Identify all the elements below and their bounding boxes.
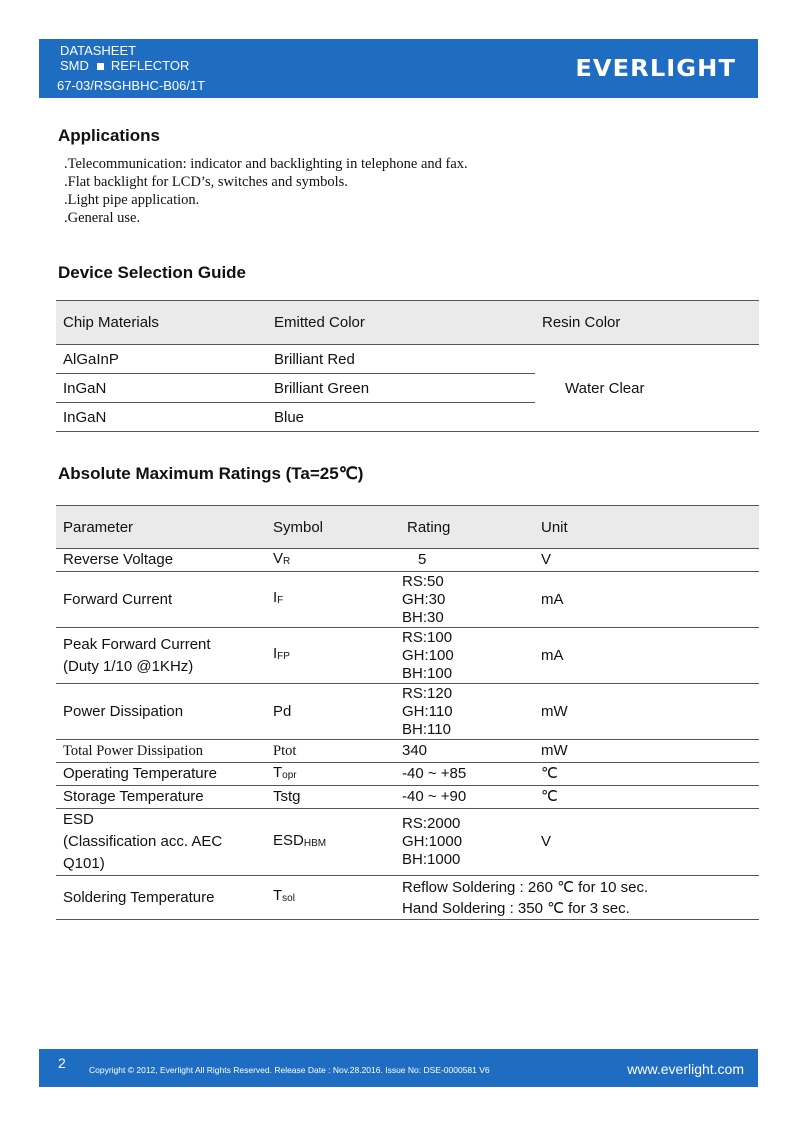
rating-cell <box>400 876 759 920</box>
parameter-line: ESD <box>63 811 94 828</box>
website-link[interactable]: www.everlight.com <box>627 1061 744 1077</box>
rating-cell <box>400 786 534 809</box>
chip-material: InGaN <box>56 403 267 432</box>
emitted-color: Blue <box>267 403 535 432</box>
parameter-cell <box>56 763 266 786</box>
rating-cell <box>400 628 534 684</box>
symbol-cell <box>266 684 400 740</box>
parameter-line: Storage Temperature <box>63 788 204 805</box>
symbol-main: Ptot <box>273 743 297 759</box>
square-bullet-icon <box>97 63 104 70</box>
rating-value: -40 ~ +90 <box>402 788 467 805</box>
ratings-title: Absolute Maximum Ratings (Ta=25℃) <box>58 464 364 483</box>
symbol-cell <box>266 763 400 786</box>
table-row <box>56 572 759 628</box>
parameter-cell <box>56 786 266 809</box>
symbol-cell <box>266 549 400 572</box>
parameter-cell <box>56 628 266 684</box>
symbol-cell <box>266 628 400 684</box>
table-header-row <box>56 506 759 549</box>
application-item: .Telecommunication: indicator and backlighting in telephone and fax. <box>64 156 468 172</box>
parameter-cell <box>56 549 266 572</box>
symbol-main: I <box>273 589 278 606</box>
category-smd: SMD <box>60 58 89 73</box>
symbol-main: T <box>273 887 283 904</box>
rating-value: RS:120 <box>402 684 453 702</box>
symbol-cell <box>266 572 400 628</box>
rating-value: GH:1000 <box>402 833 463 850</box>
unit-cell: mA <box>534 572 759 628</box>
symbol-cell <box>266 809 400 876</box>
header-symbol: Symbol <box>266 506 400 549</box>
symbol-main: Pd <box>273 702 292 720</box>
table-header-row <box>56 301 759 345</box>
header-chip-materials: Chip Materials <box>56 301 267 345</box>
header-rating: Rating <box>400 506 534 549</box>
selection-title: Device Selection Guide <box>58 263 247 282</box>
parameter-line: Operating Temperature <box>63 765 217 782</box>
rating-value: BH:100 <box>402 664 453 682</box>
symbol-cell <box>266 740 400 763</box>
parameter-line: Peak Forward Current <box>63 635 211 653</box>
symbol-subscript: F <box>277 595 284 606</box>
parameter-line: Reverse Voltage <box>63 551 174 568</box>
unit-cell: mA <box>534 628 759 684</box>
rating-value: Hand Soldering : 350 ℃ for 3 sec. <box>402 899 630 917</box>
doc-type: DATASHEET <box>60 43 137 58</box>
applications-title: Applications <box>58 126 161 145</box>
rating-value: BH:1000 <box>402 851 461 868</box>
rating-value: 5 <box>418 551 427 568</box>
rating-cell <box>400 763 534 786</box>
rating-value: BH:110 <box>402 720 451 738</box>
emitted-color: Brilliant Green <box>267 374 535 403</box>
parameter-line: Forward Current <box>63 590 173 608</box>
table-row <box>56 786 759 809</box>
parameter-line: Total Power Dissipation <box>63 743 203 759</box>
symbol-main: Tstg <box>273 788 301 805</box>
everlight-logo: EVERLIGHT <box>575 56 736 82</box>
absolute-max-ratings-table <box>56 505 759 920</box>
parameter-cell <box>56 876 266 920</box>
rating-value: GH:110 <box>402 702 453 720</box>
table-row <box>56 763 759 786</box>
rating-cell <box>400 572 534 628</box>
rating-cell <box>400 809 534 876</box>
part-number: 67-03/RSGHBHC-B06/1T <box>57 78 206 93</box>
symbol-main: ESD <box>273 831 304 849</box>
table-row <box>56 628 759 684</box>
rating-value: GH:100 <box>402 646 454 664</box>
parameter-line: (Duty 1/10 @1KHz) <box>63 657 194 675</box>
parameter-cell <box>56 572 266 628</box>
table-row <box>56 876 759 920</box>
rating-value: RS:100 <box>402 628 453 646</box>
parameter-line: Q101) <box>63 855 105 872</box>
rating-value: BH:30 <box>402 608 444 626</box>
chip-material: InGaN <box>56 374 267 403</box>
header-emitted-color: Emitted Color <box>267 301 535 345</box>
header-unit: Unit <box>534 506 759 549</box>
application-item: .Flat backlight for LCD’s, switches and symbols. <box>64 174 348 190</box>
symbol-main: I <box>273 645 278 662</box>
unit-cell: mW <box>534 740 759 763</box>
symbol-subscript: sol <box>282 893 295 904</box>
unit-cell: mW <box>534 684 759 740</box>
application-item: .General use. <box>64 210 141 226</box>
symbol-main: T <box>273 763 283 781</box>
rating-value: GH:30 <box>402 590 446 608</box>
parameter-line: Power Dissipation <box>63 702 184 720</box>
table-row <box>56 684 759 740</box>
emitted-color: Brilliant Red <box>267 345 535 374</box>
header-resin-color: Resin Color <box>535 301 759 345</box>
page-footer <box>39 1049 758 1087</box>
symbol-main: V <box>273 549 284 567</box>
rating-cell <box>400 684 534 740</box>
symbol-cell <box>266 786 400 809</box>
rating-cell <box>400 549 534 572</box>
symbol-subscript: HBM <box>303 837 327 849</box>
symbol-subscript: opr <box>282 769 297 781</box>
copyright-notice: Copyright © 2012, Everlight All Rights Reserved. Release Date : Nov.28.2016. Issue No: DSE-0000581 V6 <box>89 1065 490 1075</box>
rating-value: Reflow Soldering : 260 ℃ for 10 sec. <box>402 878 649 896</box>
unit-cell: V <box>534 549 759 572</box>
table-row <box>56 549 759 572</box>
unit-cell: ℃ <box>534 763 759 786</box>
applications-list <box>64 155 468 227</box>
page-header <box>39 39 758 98</box>
application-item: .Light pipe application. <box>64 192 200 208</box>
unit-cell: V <box>534 809 759 876</box>
parameter-cell <box>56 740 266 763</box>
unit-cell: ℃ <box>534 786 759 809</box>
symbol-cell <box>266 876 400 920</box>
device-selection-table <box>56 300 759 432</box>
product-category <box>60 58 189 73</box>
chip-material: AlGaInP <box>56 345 267 374</box>
rating-cell <box>400 740 534 763</box>
symbol-subscript: R <box>283 555 291 567</box>
symbol-subscript: FP <box>277 651 290 662</box>
table-row <box>56 740 759 763</box>
rating-value: 340 <box>402 742 428 759</box>
parameter-line: Soldering Temperature <box>63 888 215 906</box>
table-row <box>56 809 759 876</box>
parameter-cell <box>56 809 266 876</box>
rating-value: RS:50 <box>402 572 444 590</box>
page-number: 2 <box>58 1055 66 1071</box>
category-reflector: REFLECTOR <box>110 58 190 73</box>
parameter-line: (Classification acc. AEC <box>63 833 223 850</box>
header-parameter: Parameter <box>56 506 266 549</box>
rating-value: -40 ~ +85 <box>402 765 467 782</box>
resin-color: Water Clear <box>535 345 759 432</box>
table-row <box>56 345 759 374</box>
rating-value: RS:2000 <box>402 815 461 832</box>
parameter-cell <box>56 684 266 740</box>
